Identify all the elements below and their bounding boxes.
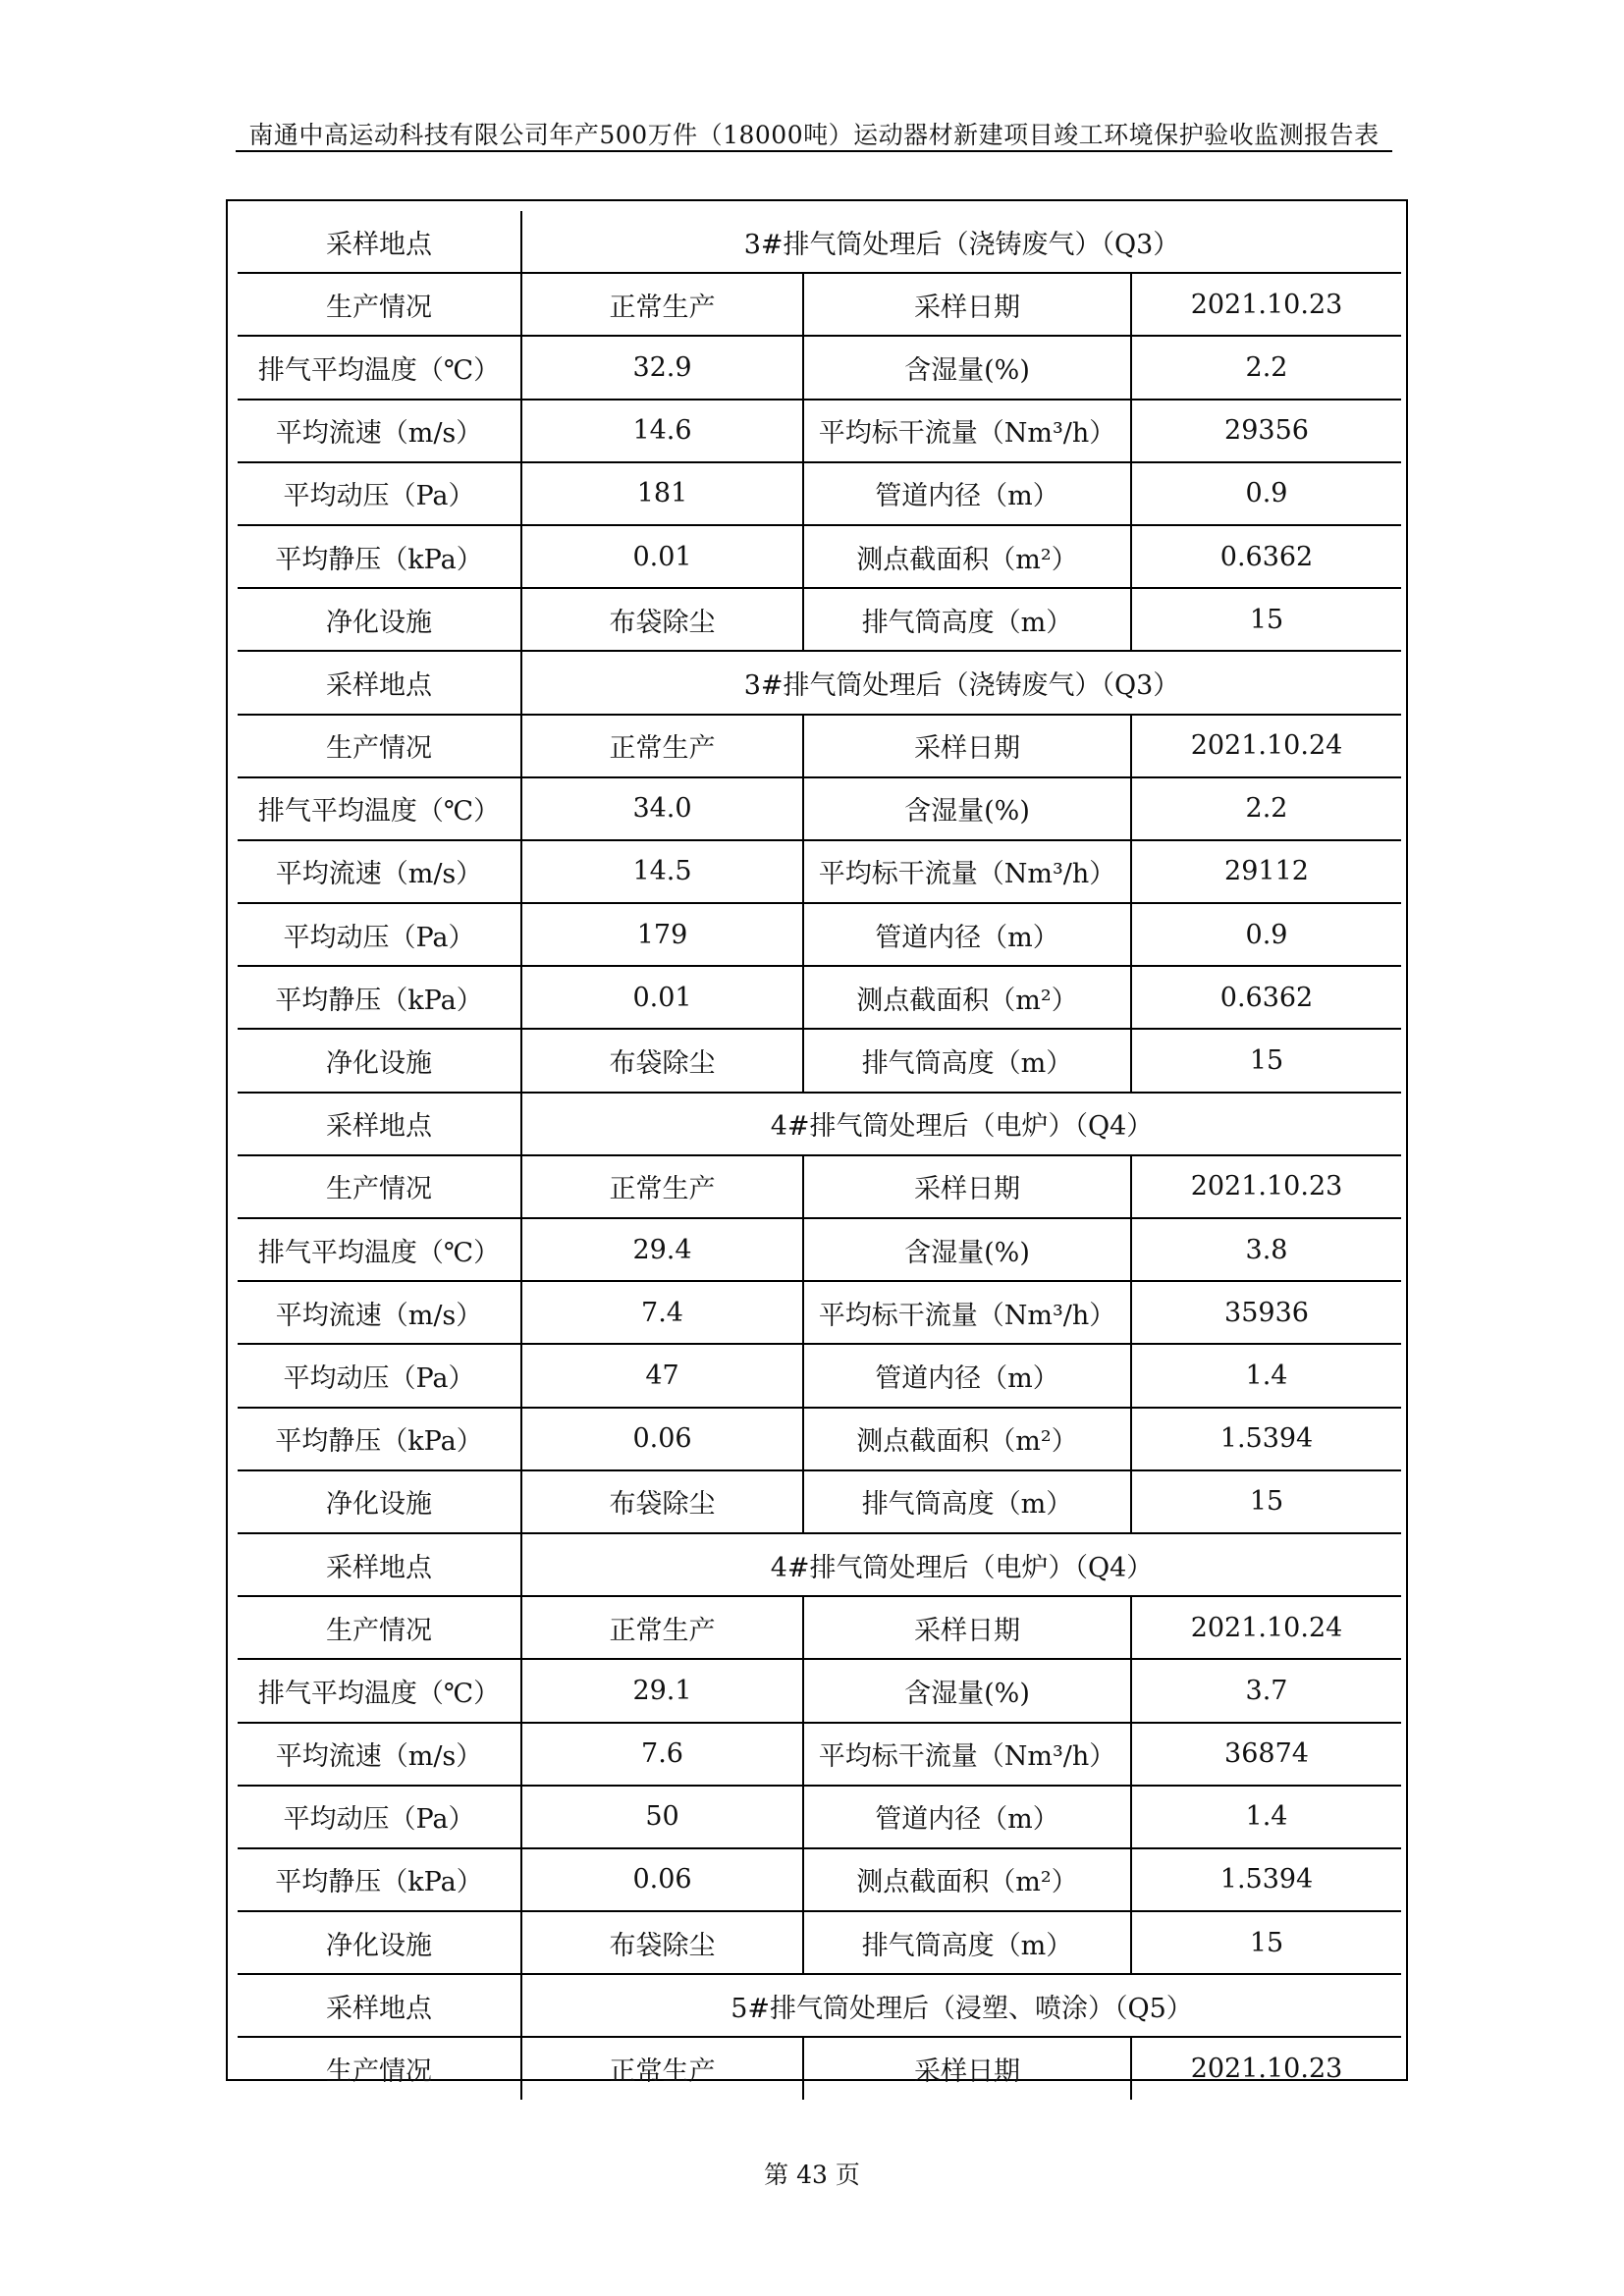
param-label: 含湿量(%) bbox=[803, 1218, 1131, 1281]
param-label: 平均动压（Pa） bbox=[238, 903, 521, 966]
location-value: 3#排气筒处理后（浇铸废气）（Q3） bbox=[521, 211, 1401, 273]
param-label: 平均静压（kPa） bbox=[238, 966, 521, 1029]
location-row bbox=[238, 651, 1401, 714]
param-label: 平均标干流量（Nm³/h） bbox=[803, 1281, 1131, 1344]
param-label: 排气筒高度（m） bbox=[803, 1029, 1131, 1092]
param-label: 平均动压（Pa） bbox=[238, 462, 521, 525]
param-value: 47 bbox=[521, 1344, 803, 1407]
location-label: 采样地点 bbox=[238, 1093, 521, 1155]
param-value: 2021.10.24 bbox=[1131, 715, 1401, 777]
table-row bbox=[238, 715, 1401, 777]
param-label: 平均动压（Pa） bbox=[238, 1344, 521, 1407]
param-value: 0.6362 bbox=[1131, 525, 1401, 588]
param-label: 管道内径（m） bbox=[803, 903, 1131, 966]
table-row bbox=[238, 525, 1401, 588]
param-label: 净化设施 bbox=[238, 1029, 521, 1092]
param-label: 排气平均温度（℃） bbox=[238, 1218, 521, 1281]
param-label: 测点截面积（m²） bbox=[803, 1408, 1131, 1470]
param-value: 179 bbox=[521, 903, 803, 966]
param-value: 29356 bbox=[1131, 400, 1401, 462]
param-value: 正常生产 bbox=[521, 1596, 803, 1659]
param-value: 2021.10.23 bbox=[1131, 1155, 1401, 1218]
location-row bbox=[238, 211, 1401, 273]
param-value: 14.6 bbox=[521, 400, 803, 462]
param-label: 平均流速（m/s） bbox=[238, 1281, 521, 1344]
param-label: 测点截面积（m²） bbox=[803, 525, 1131, 588]
param-label: 平均标干流量（Nm³/h） bbox=[803, 840, 1131, 903]
param-label: 生产情况 bbox=[238, 273, 521, 336]
param-value: 布袋除尘 bbox=[521, 1470, 803, 1533]
monitoring-table bbox=[238, 211, 1401, 2100]
param-label: 管道内径（m） bbox=[803, 1344, 1131, 1407]
param-label: 平均动压（Pa） bbox=[238, 1786, 521, 1848]
param-value: 3.8 bbox=[1131, 1218, 1401, 1281]
table-row bbox=[238, 1408, 1401, 1470]
param-label: 测点截面积（m²） bbox=[803, 966, 1131, 1029]
param-label: 采样日期 bbox=[803, 1596, 1131, 1659]
header-rule bbox=[236, 150, 1392, 152]
table-row bbox=[238, 1911, 1401, 1974]
param-label: 管道内径（m） bbox=[803, 1786, 1131, 1848]
table-row bbox=[238, 1596, 1401, 1659]
param-label: 平均流速（m/s） bbox=[238, 1723, 521, 1786]
param-label: 采样日期 bbox=[803, 2037, 1131, 2099]
table-row bbox=[238, 1470, 1401, 1533]
param-label: 排气筒高度（m） bbox=[803, 588, 1131, 651]
param-label: 测点截面积（m²） bbox=[803, 1848, 1131, 1911]
param-value: 15 bbox=[1131, 1911, 1401, 1974]
param-value: 32.9 bbox=[521, 336, 803, 399]
param-label: 含湿量(%) bbox=[803, 777, 1131, 840]
table-row bbox=[238, 1029, 1401, 1092]
param-value: 正常生产 bbox=[521, 715, 803, 777]
param-label: 生产情况 bbox=[238, 2037, 521, 2099]
param-value: 2.2 bbox=[1131, 336, 1401, 399]
param-value: 0.06 bbox=[521, 1848, 803, 1911]
param-value: 36874 bbox=[1131, 1723, 1401, 1786]
param-label: 净化设施 bbox=[238, 588, 521, 651]
table-row bbox=[238, 777, 1401, 840]
param-value: 1.4 bbox=[1131, 1344, 1401, 1407]
location-value: 4#排气筒处理后（电炉）（Q4） bbox=[521, 1093, 1401, 1155]
param-value: 正常生产 bbox=[521, 1155, 803, 1218]
table-row bbox=[238, 1281, 1401, 1344]
report-header: 南通中高运动科技有限公司年产500万件（18000吨）运动器材新建项目竣工环境保护验收监测报告表 bbox=[248, 121, 1380, 149]
param-value: 2021.10.23 bbox=[1131, 273, 1401, 336]
param-label: 采样日期 bbox=[803, 715, 1131, 777]
location-value: 3#排气筒处理后（浇铸废气）（Q3） bbox=[521, 651, 1401, 714]
table-row bbox=[238, 1155, 1401, 1218]
param-value: 29.1 bbox=[521, 1659, 803, 1722]
table-row bbox=[238, 1344, 1401, 1407]
param-value: 1.5394 bbox=[1131, 1408, 1401, 1470]
param-value: 15 bbox=[1131, 1029, 1401, 1092]
param-label: 排气筒高度（m） bbox=[803, 1911, 1131, 1974]
param-value: 34.0 bbox=[521, 777, 803, 840]
param-value: 1.5394 bbox=[1131, 1848, 1401, 1911]
param-value: 0.6362 bbox=[1131, 966, 1401, 1029]
param-value: 181 bbox=[521, 462, 803, 525]
location-label: 采样地点 bbox=[238, 651, 521, 714]
table-row bbox=[238, 966, 1401, 1029]
param-value: 7.4 bbox=[521, 1281, 803, 1344]
param-value: 2021.10.23 bbox=[1190, 2054, 1343, 2085]
table-row bbox=[238, 1786, 1401, 1848]
param-label: 采样日期 bbox=[803, 1155, 1131, 1218]
param-value: 14.5 bbox=[521, 840, 803, 903]
param-value: 7.6 bbox=[521, 1723, 803, 1786]
param-value: 50 bbox=[521, 1786, 803, 1848]
param-label: 生产情况 bbox=[238, 1155, 521, 1218]
table-row bbox=[238, 1848, 1401, 1911]
param-value: 0.9 bbox=[1131, 903, 1401, 966]
param-value: 0.01 bbox=[521, 966, 803, 1029]
table-row bbox=[238, 336, 1401, 399]
param-label: 生产情况 bbox=[238, 715, 521, 777]
monitoring-table-frame bbox=[226, 199, 1408, 2088]
param-label: 平均流速（m/s） bbox=[238, 400, 521, 462]
param-label: 平均流速（m/s） bbox=[238, 840, 521, 903]
param-value: 35936 bbox=[1131, 1281, 1401, 1344]
param-value: 0.9 bbox=[1131, 462, 1401, 525]
param-value: 0.06 bbox=[521, 1408, 803, 1470]
param-label: 管道内径（m） bbox=[803, 462, 1131, 525]
param-value: 布袋除尘 bbox=[521, 1911, 803, 1974]
location-row bbox=[238, 1974, 1401, 2037]
param-value: 0.01 bbox=[521, 525, 803, 588]
page-number: 第 43 页 bbox=[764, 2161, 860, 2189]
param-label: 平均静压（kPa） bbox=[238, 525, 521, 588]
param-label: 净化设施 bbox=[238, 1470, 521, 1533]
param-label: 平均标干流量（Nm³/h） bbox=[803, 1723, 1131, 1786]
param-value: 29112 bbox=[1131, 840, 1401, 903]
param-label: 平均标干流量（Nm³/h） bbox=[803, 400, 1131, 462]
param-label: 含湿量(%) bbox=[803, 336, 1131, 399]
param-value: 1.4 bbox=[1131, 1786, 1401, 1848]
param-value: 2021.10.24 bbox=[1131, 1596, 1401, 1659]
table-row bbox=[238, 273, 1401, 336]
location-label: 采样地点 bbox=[238, 211, 521, 273]
location-label: 采样地点 bbox=[238, 1974, 521, 2037]
param-label: 含湿量(%) bbox=[803, 1659, 1131, 1722]
location-value: 5#排气筒处理后（浸塑、喷涂）（Q5） bbox=[521, 1974, 1401, 2037]
table-row bbox=[238, 462, 1401, 525]
param-label: 排气平均温度（℃） bbox=[238, 777, 521, 840]
param-value: 3.7 bbox=[1131, 1659, 1401, 1722]
location-row bbox=[238, 1093, 1401, 1155]
param-label: 平均静压（kPa） bbox=[238, 1408, 521, 1470]
param-label: 净化设施 bbox=[238, 1911, 521, 1974]
param-label: 采样日期 bbox=[803, 273, 1131, 336]
param-value: 15 bbox=[1131, 1470, 1401, 1533]
param-label: 平均静压（kPa） bbox=[238, 1848, 521, 1911]
table-row bbox=[238, 1723, 1401, 1786]
table-row bbox=[238, 588, 1401, 651]
param-value: 布袋除尘 bbox=[521, 1029, 803, 1092]
location-label: 采样地点 bbox=[238, 1533, 521, 1596]
table-row bbox=[238, 1218, 1401, 1281]
param-value: 正常生产 bbox=[521, 273, 803, 336]
table-row bbox=[238, 400, 1401, 462]
table-row bbox=[238, 2037, 1401, 2099]
param-label: 生产情况 bbox=[238, 1596, 521, 1659]
table-row bbox=[238, 840, 1401, 903]
param-label: 排气平均温度（℃） bbox=[238, 1659, 521, 1722]
table-row bbox=[238, 903, 1401, 966]
param-label: 排气筒高度（m） bbox=[803, 1470, 1131, 1533]
table-row bbox=[238, 1659, 1401, 1722]
param-value: 正常生产 bbox=[521, 2037, 803, 2099]
location-value: 4#排气筒处理后（电炉）（Q4） bbox=[521, 1533, 1401, 1596]
param-value: 布袋除尘 bbox=[521, 588, 803, 651]
param-value: 29.4 bbox=[521, 1218, 803, 1281]
param-value: 2.2 bbox=[1131, 777, 1401, 840]
param-label: 排气平均温度（℃） bbox=[238, 336, 521, 399]
param-value: 15 bbox=[1131, 588, 1401, 651]
location-row bbox=[238, 1533, 1401, 1596]
